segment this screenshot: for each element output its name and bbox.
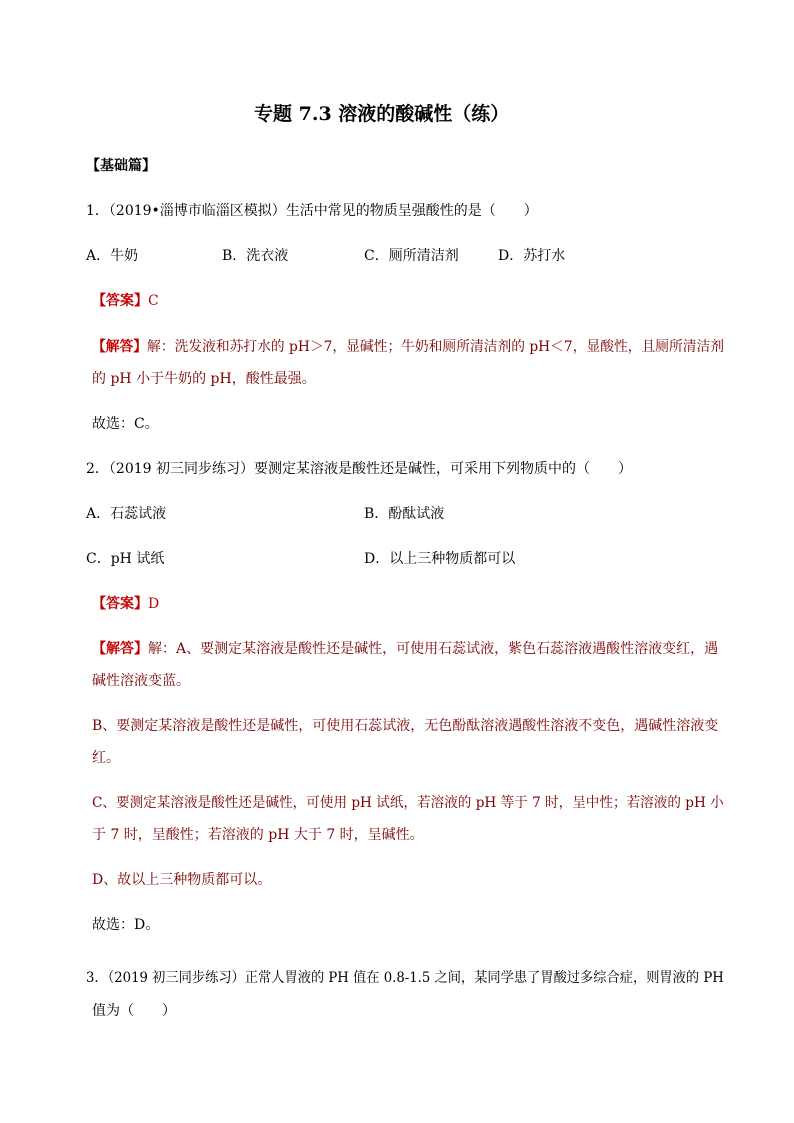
question-2-analysis-b-line-2: 红。 (92, 750, 120, 766)
question-1-option-d: D．苏打水 (498, 248, 566, 264)
question-2-analysis-d: D、故以上三种物质都可以。 (92, 872, 272, 888)
question-1-option-b: B．洗衣液 (222, 248, 289, 264)
question-2-analysis-a-line-1 (92, 639, 718, 659)
analysis-label: 【解答】 (92, 339, 148, 355)
question-1-answer (92, 291, 159, 311)
question-2-analysis-c-line-1: C、要测定某溶液是酸性还是碱性，可使用 pH 试纸，若溶液的 pH 等于 7 时，呈中性；若溶液的 pH 小 (92, 795, 724, 811)
question-2-stem: 2．（2019 初三同步练习）要测定某溶液是酸性还是碱性，可采用下列物质中的（ ） (86, 461, 632, 477)
question-3-stem-line-1: 3．（2019 初三同步练习）正常人胃液的 PH 值在 0.8-1.5 之间，某同学患了胃酸过多综合症，则胃液的 PH (86, 970, 724, 986)
question-2-option-c: C．pH 试纸 (86, 551, 165, 567)
question-1-option-c: C．厕所清洁剂 (364, 248, 459, 264)
question-3-stem-line-2: 值为（ ） (92, 1003, 176, 1019)
question-2-option-b: B．酚酞试液 (364, 506, 445, 522)
analysis-text: 解：A、要测定某溶液是酸性还是碱性，可使用石蕊试液，紫色石蕊溶液遇酸性溶液变红，遇 (148, 641, 719, 657)
section-heading: 【基础篇】 (86, 158, 156, 174)
question-1-option-a: A．牛奶 (86, 248, 139, 264)
question-2-analysis-c-line-2: 于 7 时，呈酸性；若溶液的 pH 大于 7 时，呈碱性。 (92, 827, 424, 843)
answer-label: 【答案】 (92, 596, 148, 612)
question-1-analysis-line-2: 的 pH 小于牛奶的 pH，酸性最强。 (92, 371, 316, 387)
question-2-option-d: D．以上三种物质都可以 (364, 551, 516, 567)
answer-label: 【答案】 (92, 293, 148, 309)
question-2-conclusion: 故选：D。 (92, 917, 160, 933)
page-title: 专题 7.3 溶液的酸碱性（练） (254, 103, 510, 125)
answer-value: C (148, 293, 159, 309)
answer-value: D (148, 596, 160, 612)
question-2-analysis-b-line-1: B、要测定某溶液是酸性还是碱性，可使用石蕊试液，无色酚酞溶液遇酸性溶液不变色，遇碱性溶液变 (92, 718, 719, 734)
question-2-analysis-a-line-2: 碱性溶液变蓝。 (92, 673, 190, 689)
question-1-analysis-line-1 (92, 337, 724, 357)
analysis-label: 【解答】 (92, 641, 148, 657)
question-1-stem: 1．（2019•淄博市临淄区模拟）生活中常见的物质呈强酸性的是（ ） (86, 203, 538, 219)
question-1-conclusion: 故选：C。 (92, 416, 159, 432)
question-2-answer (92, 594, 159, 614)
analysis-text: 解：洗发液和苏打水的 pH＞7，显碱性；牛奶和厕所清洁剂的 pH＜7，显酸性，且厕所清洁剂 (147, 339, 725, 355)
question-2-option-a: A．石蕊试液 (86, 506, 167, 522)
